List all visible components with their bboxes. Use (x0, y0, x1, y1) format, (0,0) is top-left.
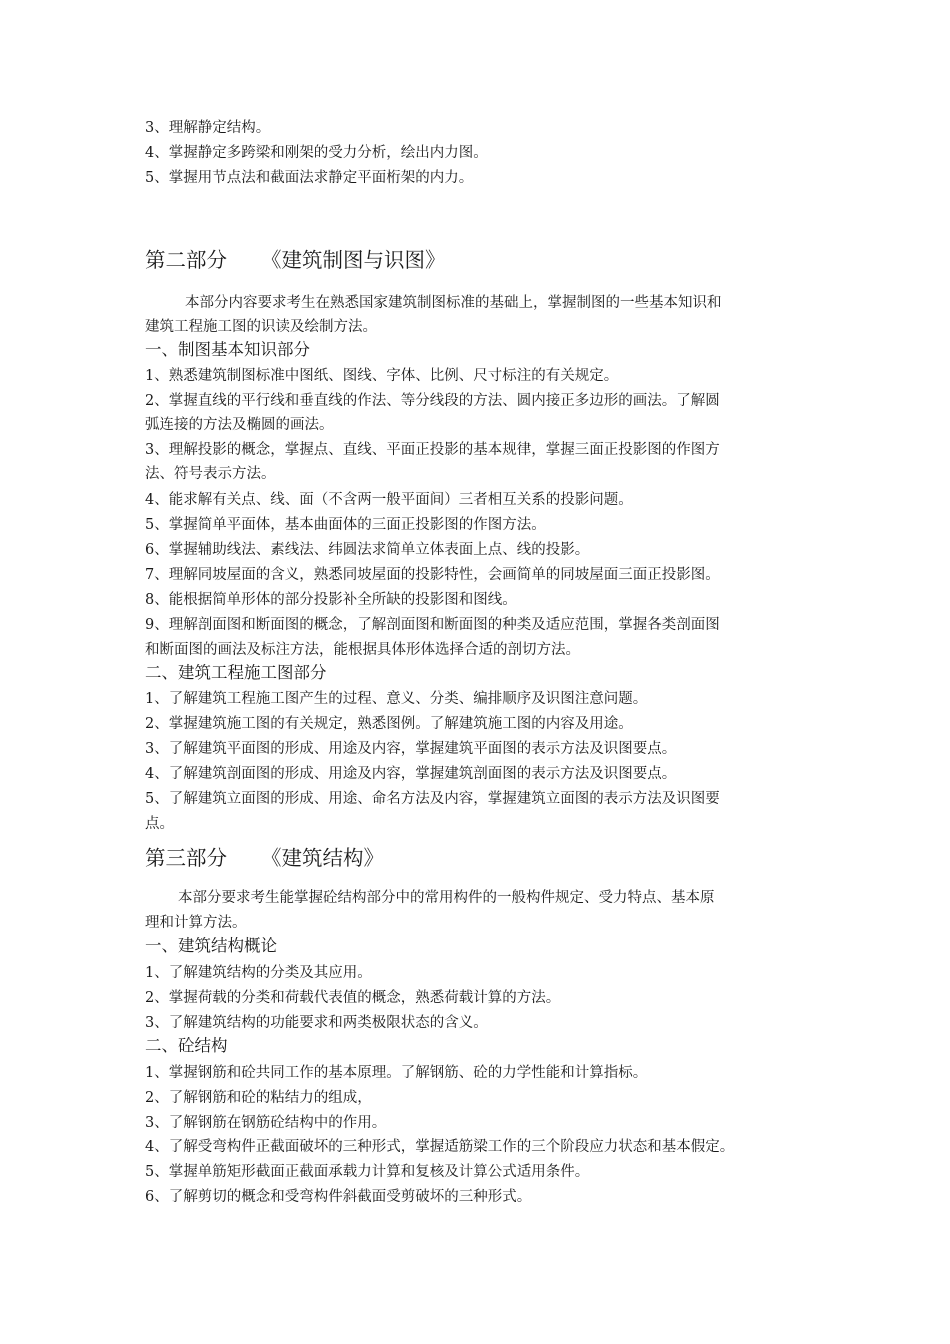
part3-heading (145, 845, 384, 871)
list-item: 4、能求解有关点、线、面（不含两一般平面间）三者相互关系的投影问题。 (145, 492, 633, 508)
part3-heading-part: 第三部分 (145, 846, 227, 870)
list-item: 6、掌握辅助线法、素线法、纬圆法求简单立体表面上点、线的投影。 (145, 542, 590, 558)
section-title: 一、制图基本知识部分 (145, 340, 310, 359)
section-title: 二、建筑工程施工图部分 (145, 663, 327, 682)
list-item: 3、理解静定结构。 (145, 120, 271, 136)
list-item: 6、了解剪切的概念和受弯构件斜截面受剪破坏的三种形式。 (145, 1189, 532, 1205)
section-title: 二、砼结构 (145, 1036, 228, 1055)
section-title: 一、建筑结构概论 (145, 936, 277, 955)
list-item: 2、掌握荷载的分类和荷载代表值的概念，熟悉荷载计算的方法。 (145, 990, 561, 1006)
list-item: 5、掌握单筋矩形截面正截面承载力计算和复核及计算公式适用条件。 (145, 1164, 590, 1180)
list-item: 弧连接的方法及椭圆的画法。 (145, 417, 334, 433)
list-item: 4、了解建筑剖面图的形成、用途及内容，掌握建筑剖面图的表示方法及识图要点。 (145, 766, 677, 782)
list-item: 2、掌握建筑施工图的有关规定，熟悉图例。了解建筑施工图的内容及用途。 (145, 716, 633, 732)
list-item: 1、熟悉建筑制图标准中图纸、图线、字体、比例、尺寸标注的有关规定。 (145, 368, 619, 384)
list-item: 3、了解钢筋在钢筋砼结构中的作用。 (145, 1115, 387, 1131)
paragraph-line: 建筑工程施工图的识读及绘制方法。 (145, 319, 377, 335)
part3-heading-title: 《建筑结构》 (261, 846, 384, 870)
list-item: 2、掌握直线的平行线和垂直线的作法、等分线段的方法、圆内接正多边形的画法。了解圆 (145, 393, 720, 409)
list-item: 1、掌握钢筋和砼共同工作的基本原理。了解钢筋、砼的力学性能和计算指标。 (145, 1065, 648, 1081)
paragraph-line: 理和计算方法。 (145, 915, 247, 931)
list-item: 4、了解受弯构件正截面破坏的三种形式，掌握适筋梁工作的三个阶段应力状态和基本假定。 (145, 1139, 735, 1155)
paragraph-line: 本部分内容要求考生在熟悉国家建筑制图标准的基础上，掌握制图的一些基本知识和 (185, 295, 722, 311)
list-item: 和断面图的画法及标注方法，能根据具体形体选择合适的剖切方法。 (145, 642, 580, 658)
paragraph-line: 本部分要求考生能掌握砼结构部分中的常用构件的一般构件规定、受力特点、基本原 (178, 890, 715, 906)
list-item: 8、能根据简单形体的部分投影补全所缺的投影图和图线。 (145, 592, 517, 608)
part2-heading-part: 第二部分 (145, 248, 227, 272)
list-item: 3、了解建筑平面图的形成、用途及内容，掌握建筑平面图的表示方法及识图要点。 (145, 741, 677, 757)
list-item: 7、理解同坡屋面的含义，熟悉同坡屋面的投影特性，会画简单的同坡屋面三面正投影图。 (145, 567, 720, 583)
list-item: 3、理解投影的概念，掌握点、直线、平面正投影的基本规律，掌握三面正投影图的作图方 (145, 442, 720, 458)
list-item: 1、了解建筑工程施工图产生的过程、意义、分类、编排顺序及识图注意问题。 (145, 691, 648, 707)
list-item: 4、掌握静定多跨梁和刚架的受力分析，绘出内力图。 (145, 145, 488, 161)
list-item: 2、了解钢筋和砼的粘结力的组成， (145, 1090, 372, 1106)
list-item: 点。 (145, 816, 174, 832)
list-item: 9、理解剖面图和断面图的概念，了解剖面图和断面图的种类及适应范围，掌握各类剖面图 (145, 617, 720, 633)
list-item: 5、了解建筑立面图的形成、用途、命名方法及内容，掌握建筑立面图的表示方法及识图要 (145, 791, 720, 807)
part2-heading (145, 247, 446, 273)
part2-heading-title: 《建筑制图与识图》 (261, 248, 446, 272)
list-item: 5、掌握简单平面体，基本曲面体的三面正投影图的作图方法。 (145, 517, 546, 533)
list-item: 3、了解建筑结构的功能要求和两类极限状态的含义。 (145, 1015, 488, 1031)
list-item: 1、了解建筑结构的分类及其应用。 (145, 965, 372, 981)
list-item: 法、符号表示方法。 (145, 466, 276, 482)
list-item: 5、掌握用节点法和截面法求静定平面桁架的内力。 (145, 170, 474, 186)
